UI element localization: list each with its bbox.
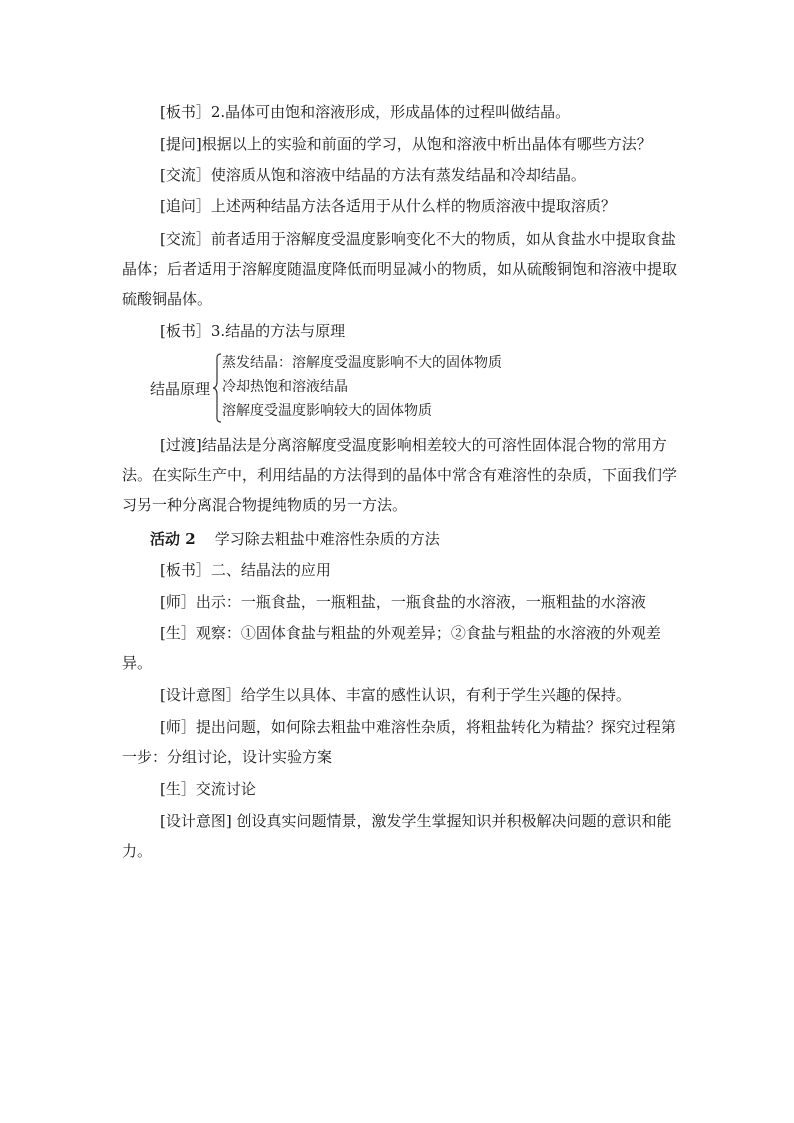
activity-heading [150, 524, 678, 554]
brace-line-evaporation: 蒸发结晶：溶解度受温度影响不大的固体物质 [222, 355, 502, 371]
teacher-show: [师］出示：一瓶食盐，一瓶粗盐，一瓶食盐的水溶液，一瓶粗盐的水溶液 [160, 593, 646, 611]
design-intent-1: [设计意图］给学生以具体、丰富的感性认识，有利于学生兴趣的保持。 [160, 686, 631, 704]
design-intent-2: [设计意图] 创设真实问题情景，激发学生掌握知识并积极解决问题的意识和能力。 [122, 812, 672, 860]
transition-paragraph: [过渡]结晶法是分离溶解度受温度影响相差较大的可溶性固体混合物的常用方法。在实际生产中，利用结晶的方法得到的晶体中常含有难溶性的杂质，下面我们学习另一种分离混合物提纯物质的另一方法。 [122, 436, 678, 514]
board-note-methods: [板书］3.结晶的方法与原理 [160, 322, 346, 340]
activity-number: 活动 2 [150, 530, 196, 548]
brace-line-solubility: 溶解度受温度影响较大的固体物质 [222, 403, 432, 419]
crystallization-principle-diagram [150, 350, 670, 428]
followup-question: [追问］上述两种结晶方法各适用于从什么样的物质溶液中提取溶质？ [160, 197, 616, 215]
board-note-application: [板书］二、结晶法的应用 [160, 561, 331, 579]
teacher-question: [师］提出问题，如何除去粗盐中难溶性杂质，将粗盐转化为精盐？探究过程第一步：分组讨论，设计实验方案 [122, 718, 676, 766]
student-observe: [生］观察：①固体食盐与粗盐的外观差异；②食盐与粗盐的水溶液的外观差异。 [122, 624, 661, 672]
exchange-answer: [交流］前者适用于溶解度受温度影响变化不大的物质，如从食盐水中提取食盐晶体；后者适用于溶解度随温度降低而明显减小的物质，如从硫酸铜饱和溶液中提取硫酸铜晶体。 [122, 230, 678, 308]
brace-label: 结晶原理 [150, 380, 211, 398]
brace-line-cooling: 冷却热饱和溶液结晶 [222, 379, 348, 395]
question-methods: [提问]根据以上的实验和前面的学习，从饱和溶液中析出晶体有哪些方法？ [160, 135, 652, 153]
curly-brace-icon [212, 352, 222, 424]
activity-title: 学习除去粗盐中难溶性杂质的方法 [214, 530, 440, 548]
exchange-methods: [交流］使溶质从饱和溶液中结晶的方法有蒸发结晶和冷却结晶。 [160, 166, 586, 184]
board-note-crystal: [板书］2.晶体可由饱和溶液形成，形成晶体的过程叫做结晶。 [160, 103, 571, 121]
student-discuss: [生］交流讨论 [160, 780, 256, 798]
